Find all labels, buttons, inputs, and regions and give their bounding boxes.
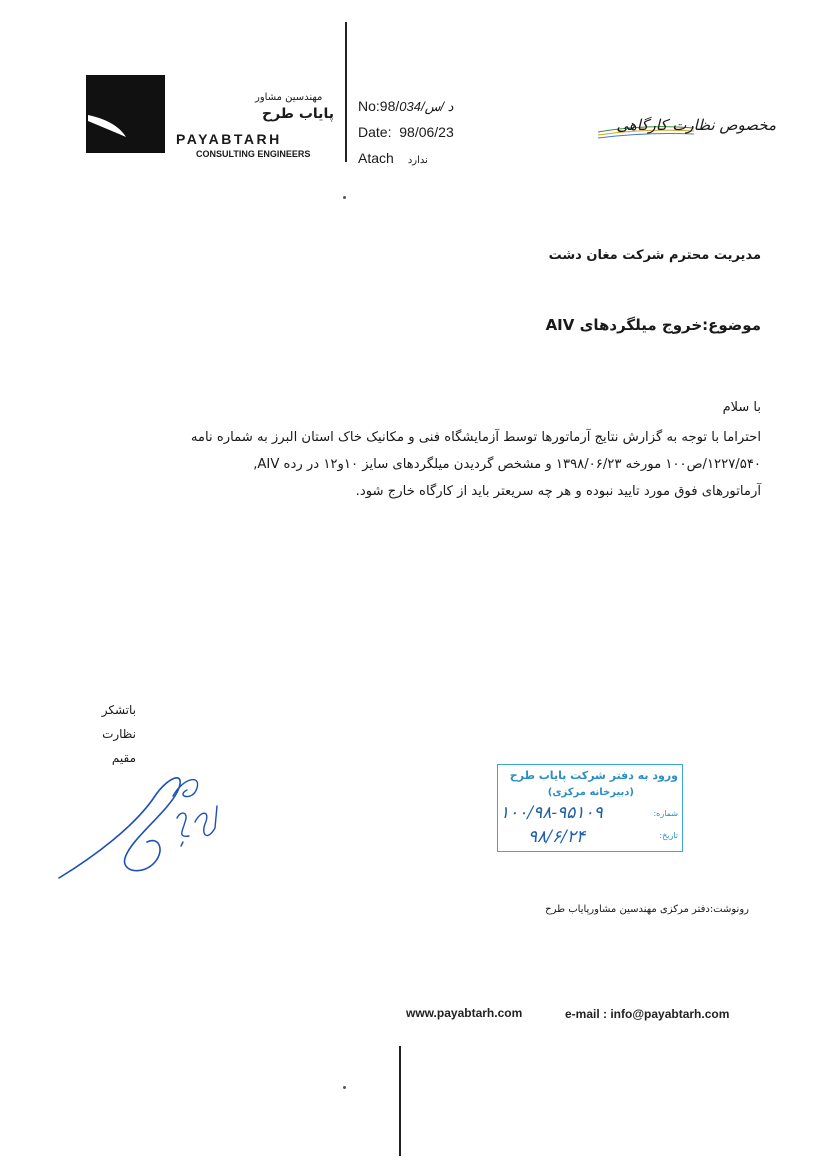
supervision-text: مخصوص نظارت کارگاهی bbox=[616, 116, 776, 134]
header-divider bbox=[345, 22, 347, 162]
email-link[interactable]: e-mail : info@payabtarh.com bbox=[565, 1007, 730, 1021]
closing-line: نظارت bbox=[102, 727, 136, 741]
attachment-label: Atach bbox=[358, 150, 394, 166]
letter-number-value: د /س/034 bbox=[399, 99, 454, 114]
letter-number bbox=[358, 98, 453, 115]
brand-persian-caption: مهندسین مشاور bbox=[255, 92, 323, 103]
footer-divider bbox=[399, 1046, 401, 1156]
logo-mark bbox=[86, 75, 165, 153]
closing-line: باتشکر bbox=[101, 703, 136, 717]
subject: موضوع:خروج میلگردهای AIV bbox=[545, 316, 761, 334]
stamp-subtitle: (دبیرخانه مرکزی) bbox=[547, 787, 634, 798]
greeting: با سلام bbox=[722, 400, 761, 415]
body-line: احتراما با توجه به گزارش نتایج آرماتورها توسط آزمایشگاه فنی و مکانیک خاک استان البرز به شماره نامه bbox=[190, 430, 761, 445]
closing bbox=[84, 698, 136, 770]
stamp-title: ورود به دفتر شرکت پایاب طرح bbox=[509, 769, 678, 782]
stamp-number-value: ۱۰۰/۹۸-۹۵۱۰۹ bbox=[500, 803, 603, 823]
letter-number-label: No:98/ bbox=[358, 98, 400, 114]
signature-drawing bbox=[55, 766, 235, 886]
recipient: مدیریت محترم شرکت مغان دشت bbox=[548, 248, 761, 263]
letter-date-value: 98/06/23 bbox=[399, 124, 454, 140]
stamp-number-label: شماره: bbox=[653, 809, 678, 818]
attachment-value: ندارد bbox=[407, 155, 428, 166]
letter-body bbox=[71, 424, 761, 505]
letter-date-label: Date: bbox=[358, 124, 392, 140]
brand-subtitle: CONSULTING ENGINEERS bbox=[196, 149, 311, 159]
brand-persian-name: پایاب طرح bbox=[262, 106, 334, 122]
stamp-date-value: ۹۸/۶/۲۴ bbox=[528, 827, 586, 847]
letter-attachment bbox=[358, 150, 428, 166]
body-line: آرماتورهای فوق مورد تایید نبوده و هر چه سریعتر باید از کارگاه خارج شود. bbox=[355, 484, 761, 499]
registry-stamp bbox=[497, 764, 683, 852]
closing-line: مقیم bbox=[111, 751, 136, 765]
speck bbox=[343, 1086, 346, 1089]
body-line: ۱۲۲۷/۵۴۰/ص۱۰۰ مورخه ۱۳۹۸/۰۶/۲۳ و مشخص گردیدن میلگردهای سایز ۱۰و۱۲ در رده AIV, bbox=[253, 457, 761, 472]
brand-english-name: PAYABTARH bbox=[176, 131, 282, 147]
company-logo bbox=[86, 75, 165, 153]
handwritten-signature bbox=[55, 766, 235, 886]
letter-date bbox=[358, 124, 454, 140]
stamp-date-label: تاریخ: bbox=[659, 831, 678, 840]
supervision-mark bbox=[596, 104, 776, 144]
speck bbox=[343, 196, 346, 199]
website-link[interactable]: www.payabtarh.com bbox=[406, 1006, 523, 1020]
copy-note: رونوشت:دفتر مرکزی مهندسین مشاورپایاب طرح bbox=[545, 904, 749, 915]
